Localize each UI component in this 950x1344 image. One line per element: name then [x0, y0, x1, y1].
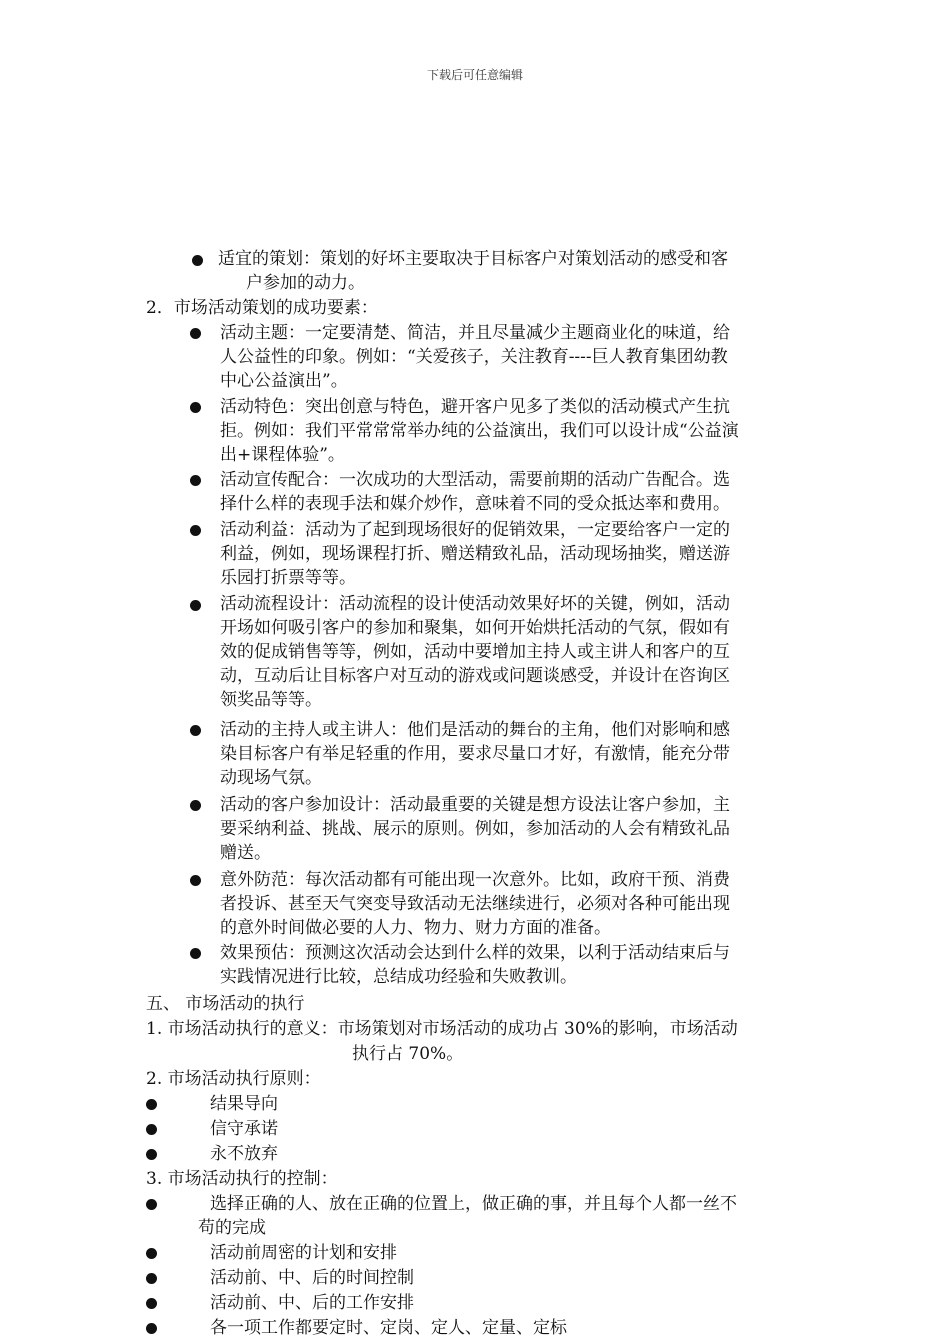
text-line: 活动利益：活动为了起到现场很好的促销效果，一定要给客户一定的	[220, 520, 730, 540]
text-line: 活动宣传配合：一次成功的大型活动，需要前期的活动广告配合。选	[220, 470, 730, 490]
text-line: 领奖品等等。	[220, 690, 322, 710]
text-line: 人公益性的印象。例如：“关爱孩子，关注教育----巨人教育集团幼教	[220, 347, 728, 367]
text-line: 拒。例如：我们平常常常举办纯的公益演出，我们可以设计成“公益演	[220, 421, 739, 441]
list-item: 结果导向	[210, 1094, 278, 1114]
list-item: 永不放弃	[210, 1144, 278, 1164]
text-line: 活动主题：一定要清楚、简洁，并且尽量减少主题商业化的味道，给	[220, 323, 730, 343]
text-line: 户参加的动力。	[246, 273, 365, 293]
text-line: 染目标客户有举足轻重的作用，要求尽量口才好，有激情，能充分带	[220, 744, 730, 764]
bullet-icon	[146, 1149, 157, 1160]
text-line: 的意外时间做必要的人力、物力、财力方面的准备。	[220, 918, 611, 938]
list-item: 活动前周密的计划和安排	[210, 1243, 397, 1263]
bullet-icon	[190, 525, 201, 536]
text-line: 中心公益演出”。	[220, 371, 348, 391]
bullet-icon	[146, 1124, 157, 1135]
text-line: 动现场气氛。	[220, 768, 322, 788]
bullet-icon	[146, 1273, 157, 1284]
bullet-icon	[190, 475, 201, 486]
bullet-icon	[190, 328, 201, 339]
bullet-icon	[146, 1099, 157, 1110]
text-line: 要采纳利益、挑战、展示的原则。例如，参加活动的人会有精致礼品	[220, 819, 730, 839]
list-item: 信守承诺	[210, 1119, 278, 1139]
bullet-icon	[190, 600, 201, 611]
list-item: 活动前、中、后的工作安排	[210, 1293, 414, 1313]
text-line: 利益，例如，现场课程打折、赠送精致礼品，活动现场抽奖，赠送游	[220, 544, 730, 564]
bullet-icon	[190, 948, 201, 959]
text-line: 1. 市场活动执行的意义：市场策划对市场活动的成功占 30%的影响，市场活动	[146, 1019, 738, 1039]
list-item: 活动前、中、后的时间控制	[210, 1268, 414, 1288]
bullet-icon	[146, 1323, 157, 1334]
page-header: 下载后可任意编辑	[426, 68, 523, 82]
text-line: 苟的完成	[198, 1218, 266, 1238]
text-line: 者投诉、甚至天气突变导致活动无法继续进行，必须对各种可能出现	[220, 894, 730, 914]
text-line: 效的促成销售等等，例如，活动中要增加主持人或主讲人和客户的互	[220, 642, 730, 662]
section-heading: 2．市场活动策划的成功要素：	[146, 298, 378, 318]
text-line: 效果预估：预测这次活动会达到什么样的效果，以利于活动结束后与	[220, 943, 730, 963]
text-line: 出+课程体验”。	[220, 445, 345, 465]
bullet-icon	[192, 255, 203, 266]
bullet-icon	[146, 1199, 157, 1210]
text-line: 择什么样的表现手法和媒介炒作，意味着不同的受众抵达率和费用。	[220, 494, 730, 514]
bullet-icon	[146, 1248, 157, 1259]
text-line: 实践情况进行比较，总结成功经验和失败教训。	[220, 967, 577, 987]
text-line: 活动的主持人或主讲人：他们是活动的舞台的主角，他们对影响和感	[220, 720, 730, 740]
text-line: 活动特色：突出创意与特色，避开客户见多了类似的活动模式产生抗	[220, 397, 730, 417]
text-line: 活动流程设计：活动流程的设计使活动效果好坏的关键，例如，活动	[220, 594, 730, 614]
text-line: 乐园打折票等等。	[220, 568, 356, 588]
bullet-icon	[190, 875, 201, 886]
text-line: 适宜的策划：策划的好坏主要取决于目标客户对策划活动的感受和客	[218, 249, 728, 269]
bullet-icon	[190, 725, 201, 736]
bullet-icon	[190, 800, 201, 811]
text-line: 意外防范：每次活动都有可能出现一次意外。比如，政府干预、消费	[220, 870, 730, 890]
text-line: 动，互动后让目标客户对互动的游戏或问题谈感受，并设计在咨询区	[220, 666, 730, 686]
text-line: 开场如何吸引客户的参加和聚集，如何开始烘托活动的气氛，假如有	[220, 618, 730, 638]
section-heading: 五、 市场活动的执行	[146, 994, 305, 1014]
section-heading: 3. 市场活动执行的控制：	[146, 1169, 338, 1189]
text-line: 活动的客户参加设计：活动最重要的关键是想方设法让客户参加，主	[220, 795, 730, 815]
list-item: 选择正确的人、放在正确的位置上，做正确的事，并且每个人都一丝不	[210, 1194, 737, 1214]
text-line: 执行占 70%。	[352, 1044, 464, 1064]
text-line: 赠送。	[220, 843, 271, 863]
bullet-icon	[146, 1298, 157, 1309]
bullet-icon	[190, 402, 201, 413]
list-item: 各一项工作都要定时、定岗、定人、定量、定标	[210, 1318, 567, 1338]
section-heading: 2. 市场活动执行原则：	[146, 1069, 321, 1089]
